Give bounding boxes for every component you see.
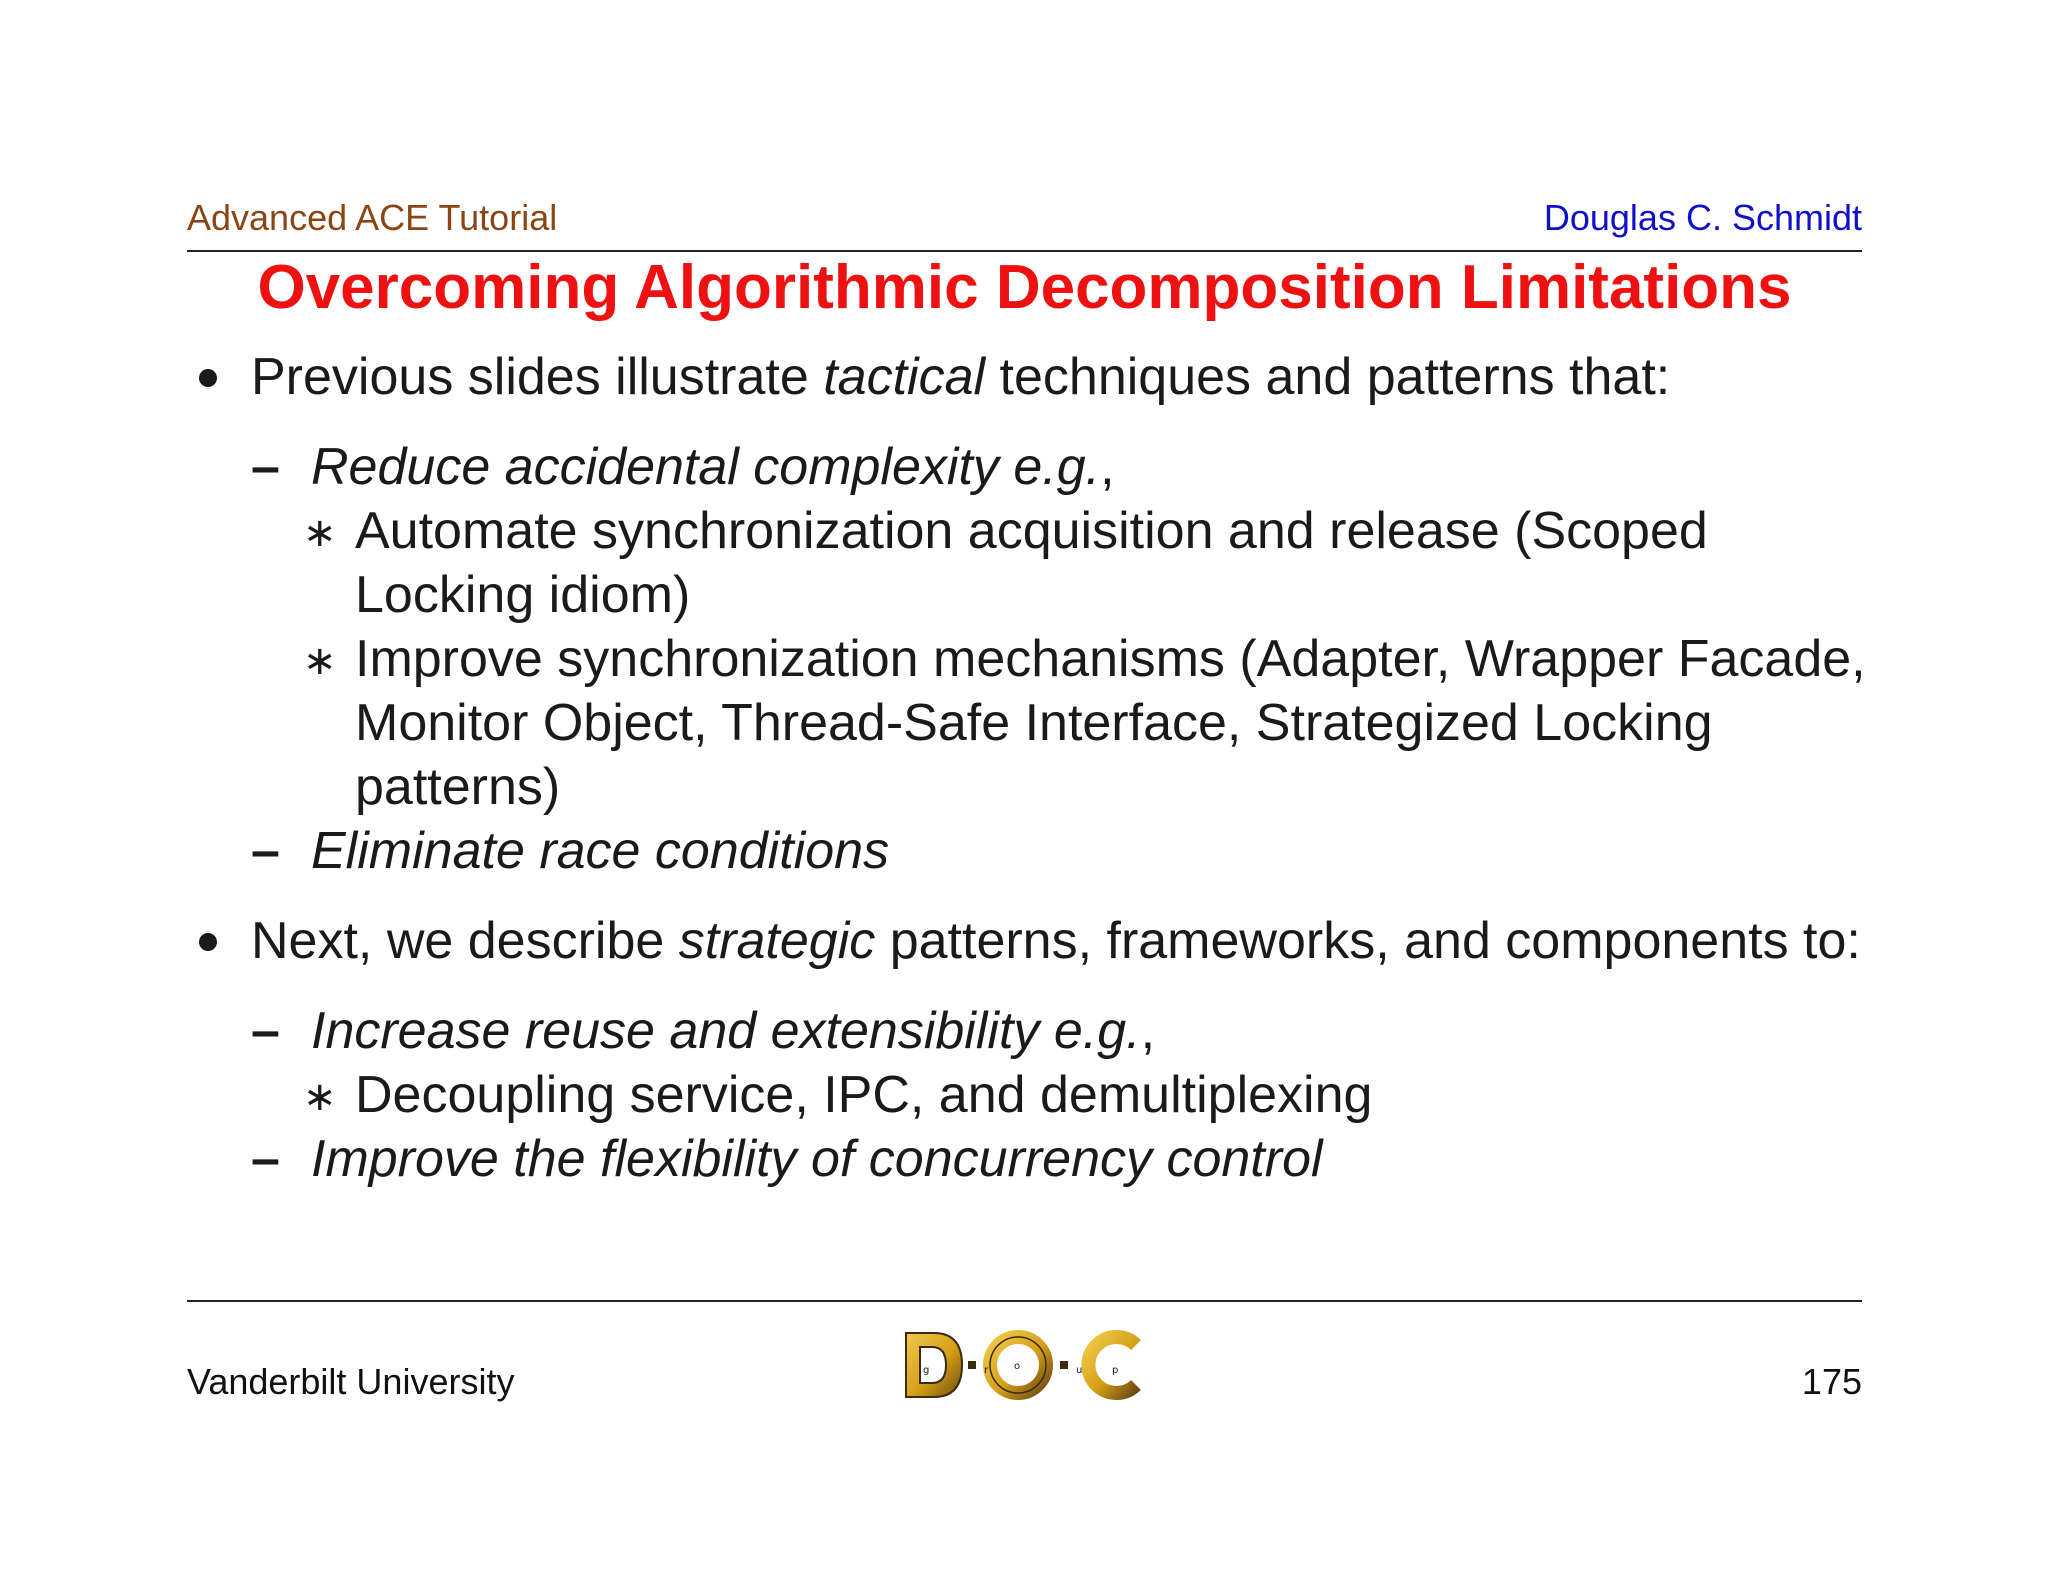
bullet-2-em: strategic xyxy=(678,912,876,970)
bullet-1 xyxy=(187,345,1877,409)
bullet-1-sub-1-item-2 xyxy=(187,627,1877,819)
bullet-2-sub-1-item-1 xyxy=(187,1063,1877,1127)
logo-small-o: o xyxy=(1014,1361,1021,1372)
dash-mark: – xyxy=(251,1002,280,1060)
item-text: Decoupling service, IPC, and demultiplexing xyxy=(355,1066,1373,1124)
bullet-1-sub-1-item-1 xyxy=(187,499,1877,627)
bullet-1-pre: Previous slides illustrate xyxy=(251,348,824,406)
star-mark: ∗ xyxy=(303,1075,337,1119)
header-right-text: Douglas C. Schmidt xyxy=(1543,197,1862,238)
bullet-2-sub-1-post: , xyxy=(1140,1002,1156,1060)
bullet-1-post: techniques and patterns that: xyxy=(985,348,1671,406)
header-left-text: Advanced ACE Tutorial xyxy=(187,197,558,238)
slide-body xyxy=(187,345,1877,1191)
dash-mark: – xyxy=(251,822,280,880)
dash-mark: – xyxy=(251,438,280,496)
footer-rule xyxy=(187,1300,1862,1302)
bullet-1-sub-2-em: Eliminate race conditions xyxy=(311,822,890,880)
bullet-1-sub-1 xyxy=(187,435,1877,499)
logo-small-r: r xyxy=(984,1365,989,1376)
bullet-2-post: patterns, frameworks, and components to: xyxy=(875,912,1861,970)
star-mark: ∗ xyxy=(303,511,337,555)
logo-small-u: u xyxy=(1076,1365,1083,1376)
star-mark: ∗ xyxy=(303,639,337,683)
bullet-2-sub-2-em: Improve the flexibility of concurrency control xyxy=(311,1130,1323,1188)
bullet-2-pre: Next, we describe xyxy=(251,912,679,970)
doc-group-logo xyxy=(900,1325,1150,1405)
bullet-1-em: tactical xyxy=(823,348,986,406)
item-text: Automate synchronization acquisition and release (Scoped Locking idiom) xyxy=(355,502,1708,624)
bullet-1-sub-1-post: , xyxy=(1100,438,1115,496)
bullet-1-sub-1-em: Reduce accidental complexity e.g. xyxy=(311,438,1101,496)
logo-small-p: p xyxy=(1112,1365,1119,1376)
item-text: Improve synchronization mechanisms (Adapter, Wrapper Facade, Monitor Object, Thread-Safe Interface, Strategized Locking patterns) xyxy=(355,630,1866,816)
dash-mark: – xyxy=(251,1130,280,1188)
bullet-2 xyxy=(187,909,1877,973)
slide-title: Overcoming Algorithmic Decomposition Limitations xyxy=(257,253,1792,322)
page-number: 175 xyxy=(1801,1361,1862,1402)
bullet-dot-icon xyxy=(199,369,217,387)
logo-small-g: g xyxy=(923,1365,930,1376)
footer-left-text: Vanderbilt University xyxy=(187,1361,515,1402)
bullet-2-sub-1-em: Increase reuse and extensibility e.g. xyxy=(311,1002,1141,1060)
bullet-2-sub-1 xyxy=(187,999,1877,1063)
bullet-dot-icon xyxy=(199,933,217,951)
bullet-1-sub-2 xyxy=(187,819,1877,883)
bullet-2-sub-2 xyxy=(187,1127,1877,1191)
